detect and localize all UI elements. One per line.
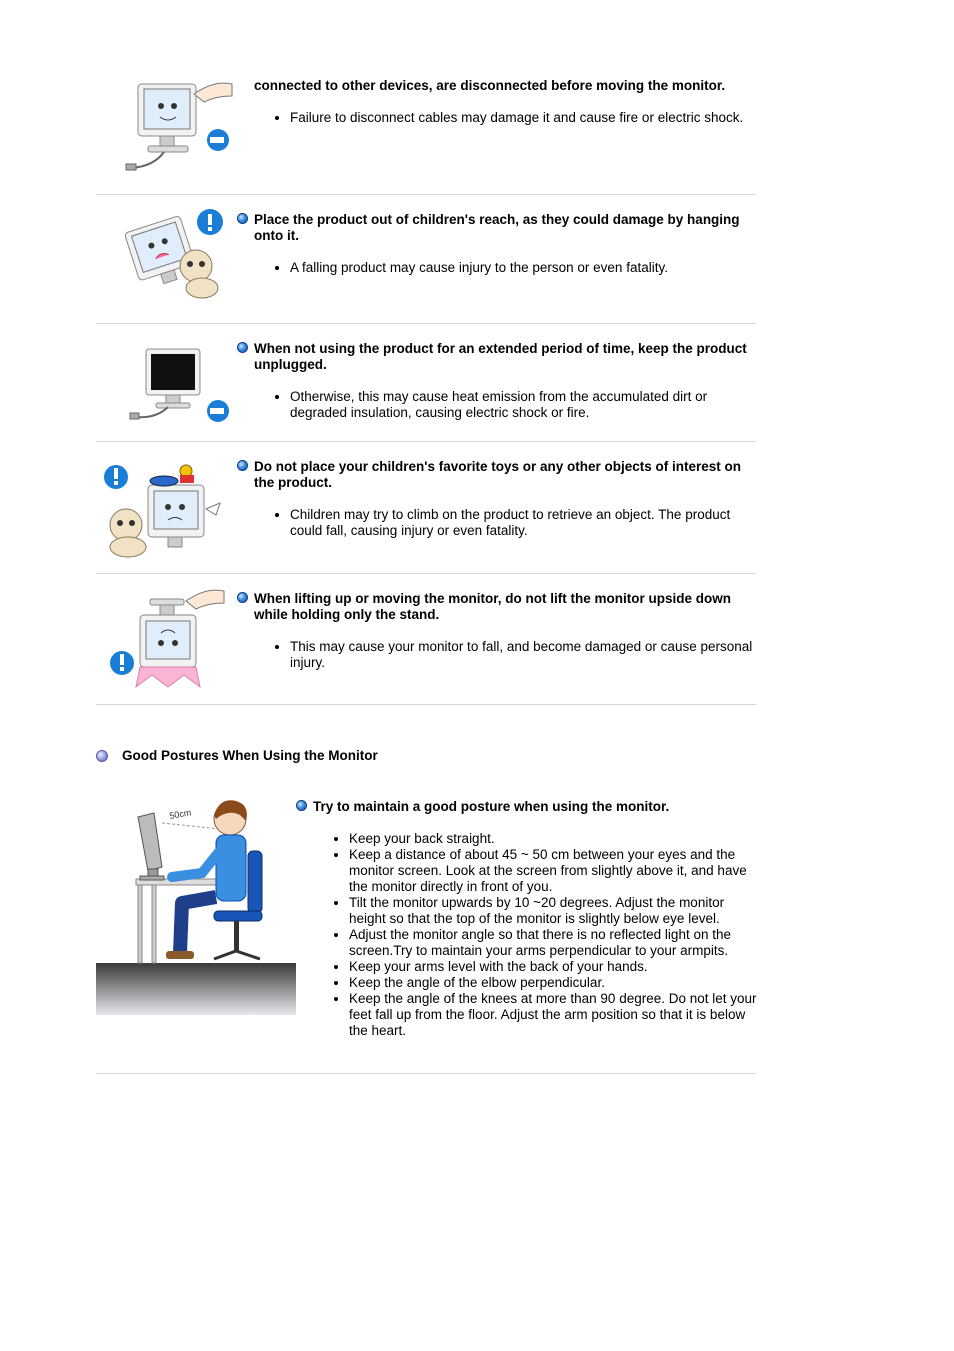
list-item: • Tilt the monitor upwards by 10 ~20 degrees. Adjust the monitor height so that the top of the monitor is slightly below eye level.	[349, 895, 758, 927]
list-item: • Adjust the monitor angle so that there is no reflected light on the screen.Try to maintain your arms perpendicular to your armpits.	[349, 927, 758, 959]
section-title-text: Good Postures When Using the Monitor	[122, 748, 378, 763]
lifting-monitor-upside-down-illustration	[106, 587, 226, 696]
block-list	[254, 260, 756, 276]
block-heading	[254, 591, 756, 623]
safety-block-unplug-cables	[96, 70, 756, 195]
list-item: • Keep your back straight.	[349, 831, 758, 847]
list-item: • Keep a distance of about 45 ~ 50 cm between your eyes and the monitor screen. Look at the screen from slightly above it, and have the monitor directly in front of you.	[349, 847, 758, 895]
list-item: • Otherwise, this may cause heat emission from the accumulated dirt or degraded insulation, causing electric shock or fire.	[290, 389, 756, 421]
safety-block-toys-on-product	[96, 441, 756, 574]
block-text	[254, 78, 756, 126]
heading-text: Try to maintain a good posture when using the monitor.	[313, 799, 670, 814]
block-text	[254, 591, 756, 671]
safety-block-unplug-long-period	[96, 323, 756, 442]
list-item: • Keep your arms level with the back of your hands.	[349, 959, 758, 975]
block-list	[254, 639, 756, 671]
blue-bullet-icon	[296, 800, 307, 811]
monitor-unplugged-illustration	[128, 347, 232, 430]
blue-bullet-icon	[237, 592, 248, 603]
safety-block-children-reach	[96, 194, 756, 324]
block-heading: connected to other devices, are disconnected before moving the monitor.	[254, 78, 726, 93]
purple-bullet-icon	[96, 750, 108, 762]
posture-block	[96, 785, 756, 1074]
block-text	[254, 212, 756, 276]
heading-text: Do not place your children's favorite toys or any other objects of interest on the product.	[254, 459, 742, 490]
section-title	[96, 748, 378, 763]
block-heading	[254, 459, 756, 491]
heading-text: Place the product out of children's reach, as they could damage by hanging onto it.	[254, 212, 740, 243]
posture-text	[313, 799, 758, 1039]
good-posture-illustration	[96, 793, 296, 1020]
list-item: • This may cause your monitor to fall, and become damaged or cause personal injury.	[290, 639, 756, 671]
blue-bullet-icon	[237, 342, 248, 353]
block-list	[254, 389, 756, 421]
list-item: • Children may try to climb on the product to retrieve an object. The product could fall, causing injury or even fatality.	[290, 507, 756, 539]
block-text	[254, 341, 756, 421]
posture-heading	[313, 799, 758, 815]
distance-label: 50cm	[168, 807, 193, 821]
blue-bullet-icon	[237, 460, 248, 471]
block-text	[254, 459, 756, 539]
posture-list	[313, 831, 758, 1039]
list-item: • Keep the angle of the elbow perpendicular.	[349, 975, 758, 991]
list-item: • Keep the angle of the knees at more than 90 degree. Do not let your feet fall up from the floor. Adjust the arm position so that it is below the heart.	[349, 991, 758, 1039]
block-heading	[254, 212, 756, 244]
list-item: • Failure to disconnect cables may damage it and cause fire or electric shock.	[290, 110, 756, 126]
monitor-unplug-illustration	[124, 76, 236, 181]
block-list	[254, 507, 756, 539]
safety-block-lifting-monitor	[96, 573, 756, 705]
block-list	[254, 110, 756, 126]
heading-text: When not using the product for an extended period of time, keep the product unplugged.	[254, 341, 747, 372]
blue-bullet-icon	[237, 213, 248, 224]
heading-text: When lifting up or moving the monitor, do not lift the monitor upside down while holding only the stand.	[254, 591, 731, 622]
block-heading	[254, 341, 756, 373]
child-hanging-monitor-illustration	[120, 208, 230, 305]
child-toys-monitor-illustration	[102, 463, 226, 564]
list-item: • A falling product may cause injury to the person or even fatality.	[290, 260, 756, 276]
